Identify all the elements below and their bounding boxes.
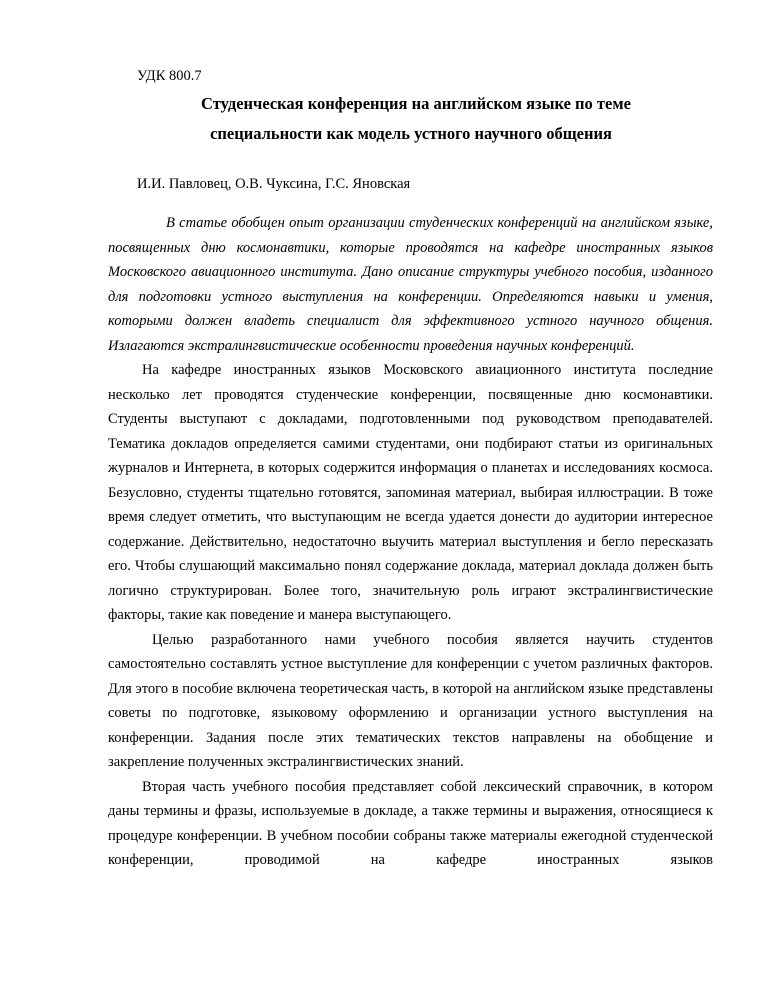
- body-paragraph-2: Целью разработанного нами учебного пособия является научить студентов самостоятельно составлять устное выступление для конференции с учетом различных факторов. Для этого в пособие включена теоретическая часть, в которой на английском языке представлены советы по подготовке, языковому оформлению и организации устного выступления на конференции. Задания после этих тематических текстов направлены на обобщение и закрепление полученных экстралингвистических знаний.: [108, 631, 713, 770]
- authors-line: И.И. Павловец, О.В. Чуксина, Г.С. Яновская: [137, 176, 411, 192]
- article-title-line-2: специальности как модель устного научного общения: [210, 124, 612, 143]
- body-paragraph-1: На кафедре иностранных языков Московского авиационного института последние несколько лет проводятся студенческие конференции, посвященные дню космонавтики. Студенты выступают с докладами, подготовленными под руководством преподавателей. Тематика докладов определяется самими студентами, они подбирают статьи из оригинальных журналов и Интернета, в которых содержится информация о планетах и исследованиях космоса. Безусловно, студенты тщательно готовятся, запоминая материал, выбирая иллюстрации. В тоже время следует отметить, что выступающим не всегда удается донести до аудитории интересное содержание. Действительно, недостаточно выучить материал выступления и бегло пересказать его. Чтобы слушающий максимально понял содержание доклада, материал доклада должен быть логично структурирован. Более того, значительную роль играют экстралингвистические факторы, такие как поведение и манера выступающего.: [108, 362, 713, 623]
- body-paragraph-3: Вторая часть учебного пособия представляет собой лексический справочник, в котором даны термины и фразы, используемые в докладе, а также термины и выражения, относящиеся к процедуре конференции. В учебном пособии собраны также материалы ежегодной студенческой конференции, проводимой на кафедре иностранных языков: [108, 778, 713, 868]
- udk-code: УДК 800.7: [137, 68, 202, 84]
- abstract-paragraph: В статье обобщен опыт организации студенческих конференций на английском языке, посвященных дню космонавтики, которые проводятся на кафедре иностранных языков Московского авиационного института. Дано описание структуры учебного пособия, изданного для подготовки устного выступления на конференции. Определяются навыки и умения, которыми должен владеть специалист для эффективного устного научного общения. Излагаются экстралингвистические особенности проведения научных конференций.: [108, 215, 713, 354]
- article-body: [108, 211, 713, 873]
- article-title-line-1: Студенческая конференция на английском языке по теме: [201, 94, 631, 113]
- article-title: [137, 89, 685, 149]
